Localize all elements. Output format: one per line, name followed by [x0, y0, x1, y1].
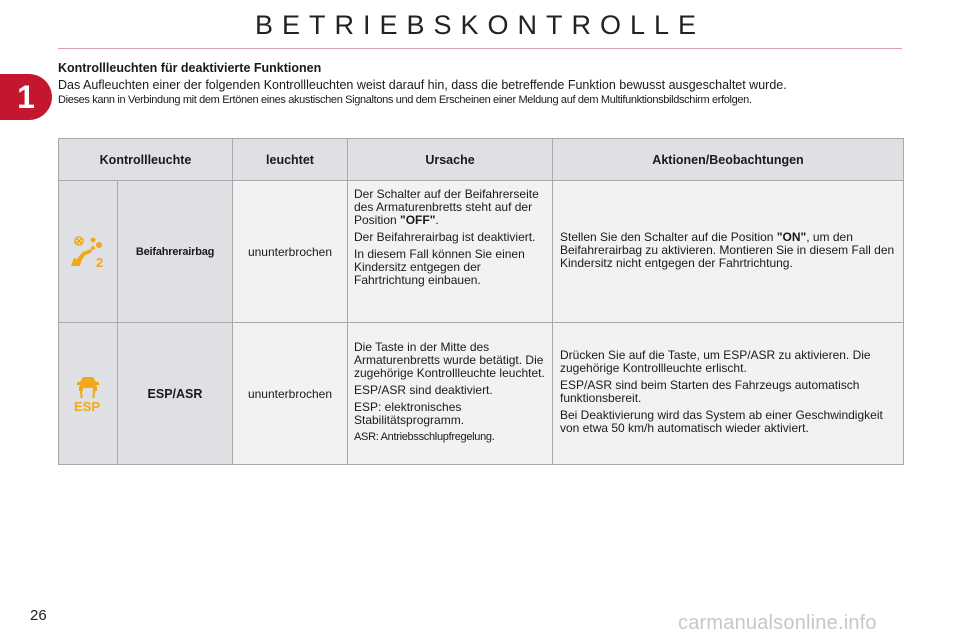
intro-note: Dieses kann in Verbindung mit dem Ertönen eines akustischen Signaltons und dem Erscheinen einer Meldung auf dem Multifunktionsbildschirm erfolgen. [58, 94, 752, 106]
action-cell [552, 181, 903, 322]
cause-text: Der Beifahrerairbag ist deaktiviert. [354, 230, 536, 244]
cause-text: ASR: Antriebsschlupfregelung. [354, 430, 495, 443]
cause-text: Die Taste in der Mitte des Armaturenbretts wurde betätigt. Die zugehörige Kontrollleuchte leuchtet. [354, 339, 545, 380]
cause-text: ESP/ASR sind deaktiviert. [354, 382, 493, 397]
action-text: ESP/ASR sind beim Starten des Fahrzeugs automatisch funktionsbereit. [560, 378, 860, 405]
page-title: BETRIEBSKONTROLLE [254, 10, 706, 40]
icon-cell [59, 323, 117, 464]
section-heading: Kontrollleuchten für deaktivierte Funktionen [58, 61, 322, 75]
icon-cell [59, 181, 117, 322]
action-cell [552, 323, 903, 464]
cause-cell [347, 181, 552, 322]
svg-text:2: 2 [96, 254, 104, 268]
warning-light-name: ESP/ASR [117, 323, 232, 464]
lights-status: ununterbrochen [232, 323, 347, 464]
action-text: Drücken Sie auf die Taste, um ESP/ASR zu aktivieren. Die zugehörige Kontrollleuchte erlischt. [560, 348, 871, 375]
cause-text: In diesem Fall können Sie einen Kindersitz entgegen der Fahrtrichtung einbauen. [354, 247, 525, 287]
chapter-tab: 1 [0, 74, 52, 120]
lights-status: ununterbrochen [232, 181, 347, 322]
header-leuchtet: leuchtet [232, 139, 347, 180]
header-ursache: Ursache [347, 139, 552, 180]
intro-text: Das Aufleuchten einer der folgenden Kontrollleuchten weist darauf hin, dass die betreffende Funktion bewusst ausgeschaltet wurde. [58, 78, 787, 92]
intro-section [58, 61, 918, 106]
page-number: 26 [30, 607, 47, 624]
warning-light-name: Beifahrerairbag [117, 181, 232, 322]
watermark-text: carmanualsonline.info [678, 612, 877, 634]
action-text: Bei Deaktivierung wird das System ab einer Geschwindigkeit von etwa 50 km/h automatisch wieder aktiviert. [560, 408, 883, 435]
header-divider [58, 48, 902, 49]
svg-text:ESP: ESP [74, 398, 101, 412]
warning-lights-table [58, 138, 904, 465]
table-row [59, 180, 903, 322]
table-row [59, 322, 903, 464]
header-kontrollleuchte: Kontrollleuchte [59, 139, 232, 180]
action-text: Stellen Sie den Schalter auf die Position "ON", um den Beifahrerairbag zu aktivieren. Montieren Sie in diesem Fall den Kindersitz nicht entgegen der Fahrtrichtung. [560, 229, 895, 270]
table-header-row [59, 139, 903, 180]
cause-text: Der Schalter auf der Beifahrerseite des Armaturenbretts steht auf der Position "OFF". [354, 187, 539, 227]
esp-off-icon [71, 376, 105, 412]
cause-cell [347, 323, 552, 464]
cause-text: ESP: elektronisches Stabilitätsprogramm. [354, 399, 465, 427]
airbag-off-icon [69, 236, 107, 268]
header-aktionen: Aktionen/Beobachtungen [552, 139, 903, 180]
